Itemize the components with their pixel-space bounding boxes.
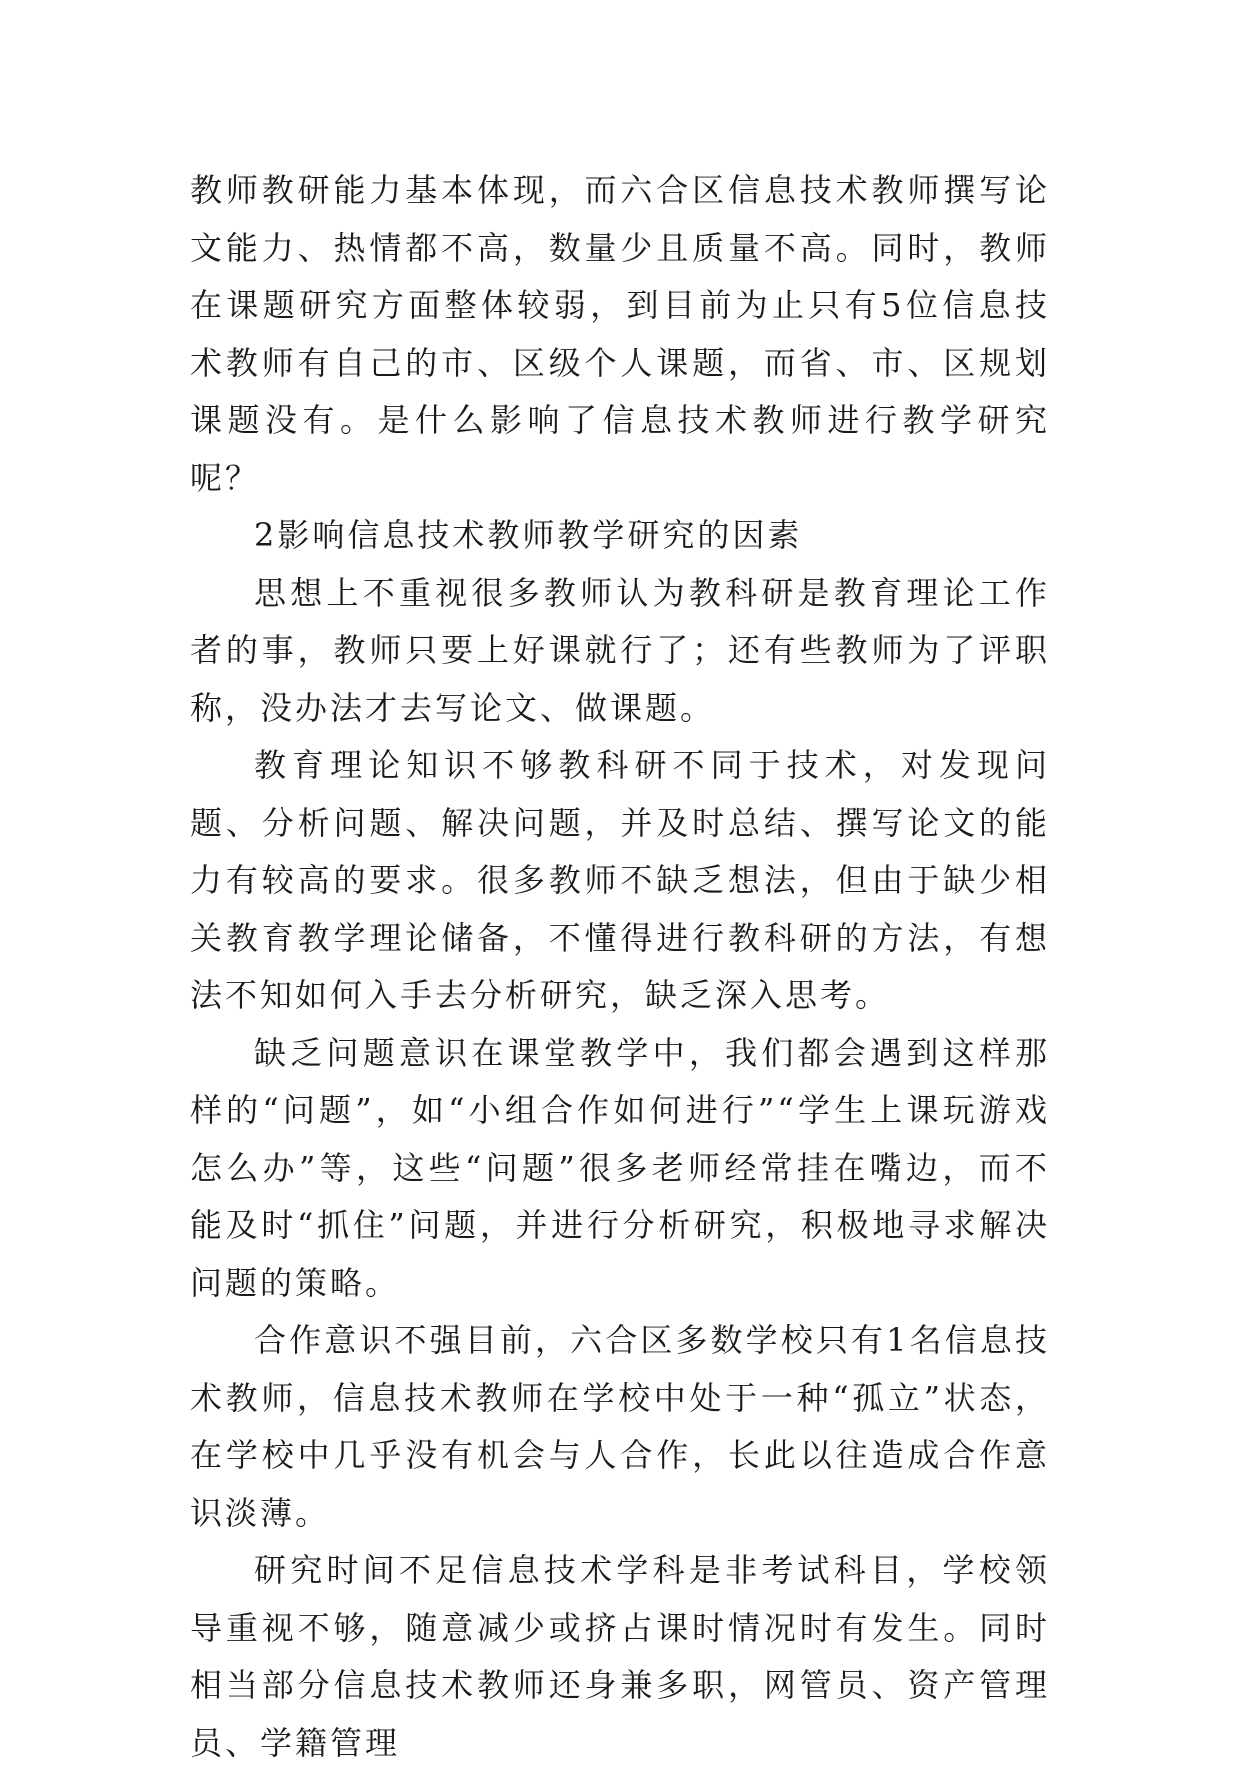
section-heading: 2影响信息技术教师教学研究的因素 — [254, 516, 803, 554]
paragraph-intro: 教师教研能力基本体现，而六合区信息技术教师撰写论文能力、热情都不高，数量少且质量不高。同时，教师在课题研究方面整体较弱，到目前为止只有5位信息技术教师有自己的市、区级个人课题，而省、市、区规划课题没有。是什么影响了信息技术教师进行教学研究呢？ — [190, 171, 1050, 497]
paragraph-theory: 教育理论知识不够教科研不同于技术，对发现问题、分析问题、解决问题，并及时总结、撰写论文的能力有较高的要求。很多教师不缺乏想法，但由于缺少相关教育教学理论储备，不懂得进行教科研的方法，有想法不知如何入手去分析研究，缺乏深入思考。 — [190, 746, 1050, 1014]
document-body — [190, 162, 1050, 1772]
paragraph-problem-awareness: 缺乏问题意识在课堂教学中，我们都会遇到这样那样的“问题”，如“小组合作如何进行”“学生上课玩游戏怎么办”等，这些“问题”很多老师经常挂在嘴边，而不能及时“抓住”问题，并进行分析研究，积极地寻求解决问题的策略。 — [190, 1033, 1050, 1302]
paragraph-research-time: 研究时间不足信息技术学科是非考试科目，学校领导重视不够，随意减少或挤占课时情况时有发生。同时相当部分信息技术教师还身兼多职，网管员、资产管理员、学籍管理 — [190, 1551, 1050, 1762]
paragraph-cooperation: 合作意识不强目前，六合区多数学校只有1名信息技术教师，信息技术教师在学校中处于一种“孤立”状态，在学校中几乎没有机会与人合作，长此以往造成合作意识淡薄。 — [190, 1321, 1050, 1532]
paragraph-thinking: 思想上不重视很多教师认为教科研是教育理论工作者的事，教师只要上好课就行了；还有些教师为了评职称，没办法才去写论文、做课题。 — [190, 573, 1050, 727]
